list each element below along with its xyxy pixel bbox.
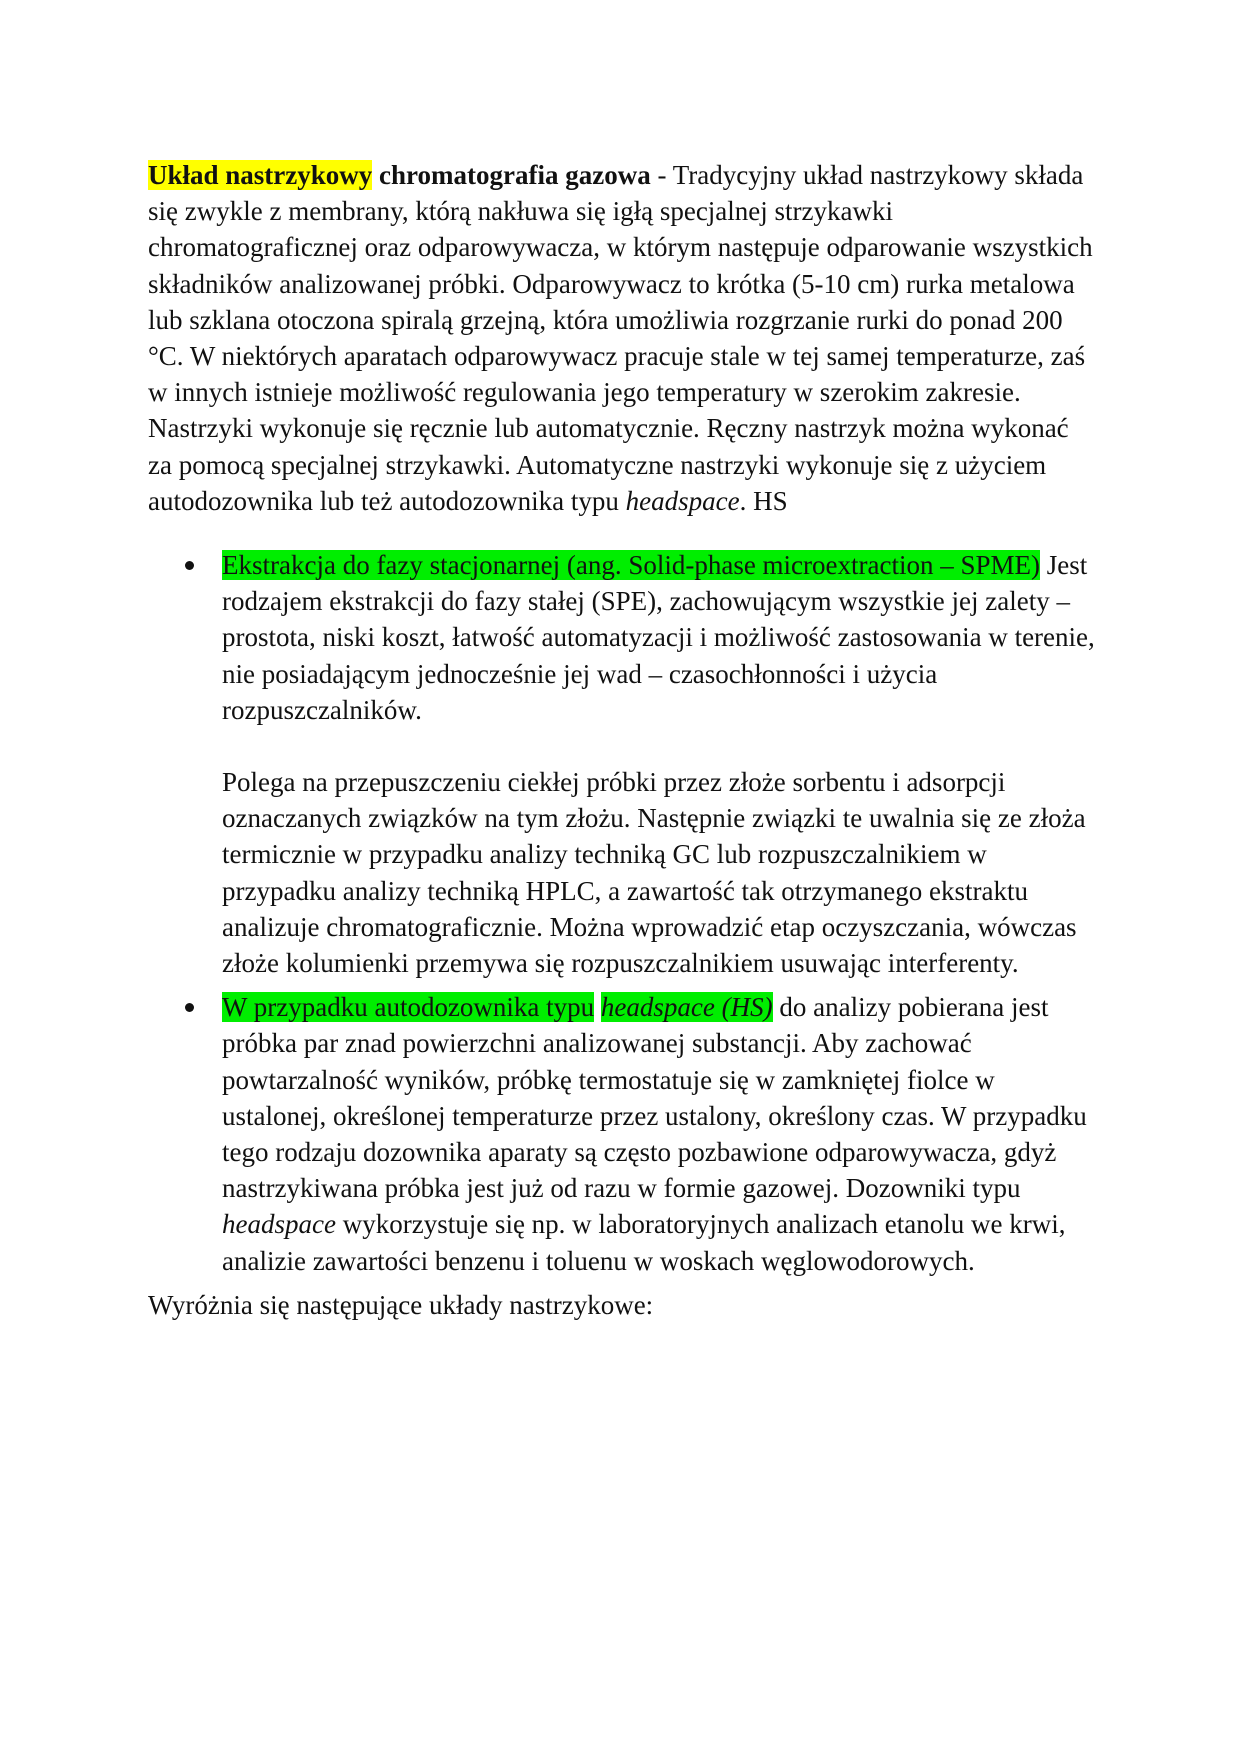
list-item [148, 547, 1098, 981]
bullet1-highlight: Ekstrakcja do fazy stacjonarnej (ang. Solid-phase microextraction – SPME) [222, 550, 1041, 581]
document-body [148, 157, 1098, 1323]
intro-text: - Tradycyjny układ nastrzykowy składa się zwykle z membrany, którą nakłuwa się igłą specjalnej strzykawki chromatograficznej oraz odparowywacza, w którym następuje odparowanie wszystkich składników analizowanej próbki. Odparowywacz to krótka (5-10 cm) rurka metalowa lub szklana otoczona spiralą grzejną, która umożliwia rozgrzanie rurki do ponad 200 °C. W niektórych aparatach odparowywacz pracuje stale w tej samej temperaturze, zaś w innych istnieje możliwość regulowania jego temperatury w szerokim zakresie. Nastrzyki wykonuje się ręcznie lub automatycznie. Ręczny nastrzyk można wykonać za pomocą specjalnej strzykawki. Automatyczne nastrzyki wykonuje się z użyciem autodozownika lub też autodozownika typu [148, 160, 1093, 516]
bullet2-highlight-italic: headspace (HS) [600, 992, 773, 1023]
intro-text-end: . HS [739, 485, 788, 516]
bullet2-text: do analizy pobierana jest próbka par znad powierzchni analizowanej substancji. Aby zachować powtarzalność wyników, próbkę termostatuje się w zamkniętej fiolce w ustalonej, określonej temperaturze przez ustalony, określony czas. W przypadku tego rodzaju dozownika aparaty są często pozbawione odparowywacza, gdyż nastrzykiwana próbka jest już od razu w formie gazowej. Dozowniki typu [222, 992, 1087, 1204]
bullet-list [148, 547, 1098, 1279]
intro-title-bold: chromatografia gazowa [379, 160, 651, 190]
bullet1-text: Jest rodzajem ekstrakcji do fazy stałej (SPE), zachowującym wszystkie jej zalety – prostota, niski koszt, łatwość automatyzacji i możliwość zastosowania w terenie, nie posiadającym jednocześnie jej wad – czasochłonności i użycia rozpuszczalników. [222, 550, 1095, 725]
bullet-icon [185, 561, 194, 570]
bullet1-paragraph-2: Polega na przepuszczeniu ciekłej próbki przez złoże sorbentu i adsorpcji oznaczanych związków na tym złożu. Następnie związki te uwalnia się ze złoża termicznie w przypadku analizy techniką GC lub rozpuszczalnikiem w przypadku analizy techniką HPLC, a zawartość tak otrzymanego ekstraktu analizuje chromatograficznie. Można wprowadzić etap oczyszczania, wówczas złoże kolumienki przemywa się rozpuszczalnikiem usuwając interferenty. [222, 767, 1086, 979]
list-item [148, 989, 1098, 1279]
bullet-icon [185, 1003, 194, 1012]
intro-italic-term: headspace [625, 485, 740, 516]
bullet2-paragraph [222, 989, 1098, 1279]
intro-title-highlight: Układ nastrzykowy [148, 160, 373, 190]
closing-line: Wyróżnia się następujące układy nastrzykowe: [148, 1289, 654, 1320]
bullet2-text-end: wykorzystuje się np. w laboratoryjnych analizach etanolu we krwi, analizie zawartości benzenu i toluenu w woskach węglowodorowych. [222, 1209, 1066, 1276]
bullet2-italic-term: headspace [222, 1209, 336, 1240]
intro-paragraph [148, 157, 1098, 519]
bullet1-paragraph [222, 547, 1098, 728]
bullet2-highlight: W przypadku autodozownika typu [222, 992, 595, 1023]
